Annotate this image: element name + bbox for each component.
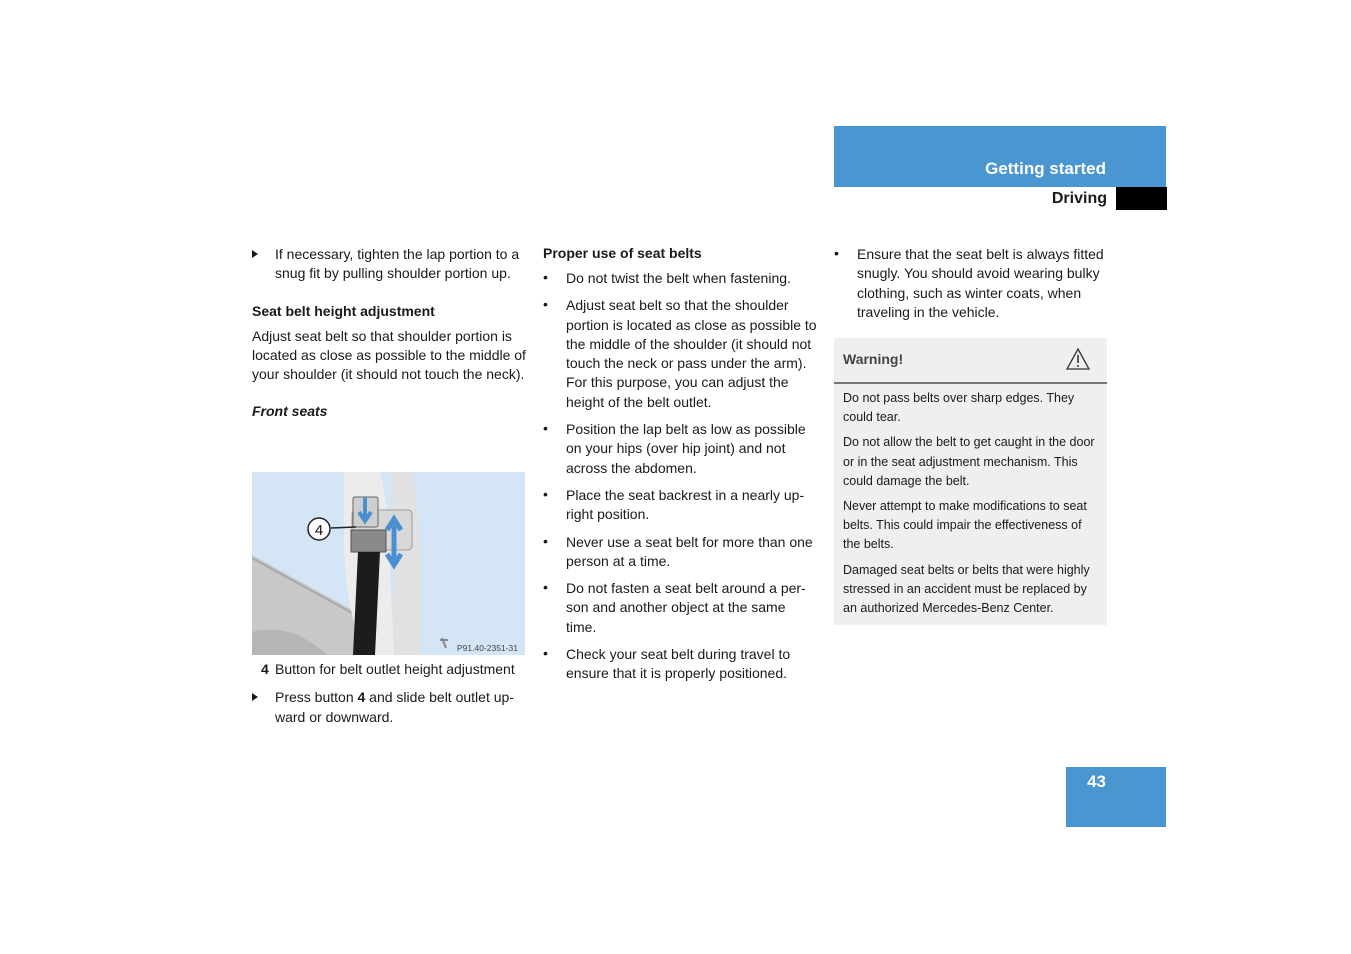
warning-header <box>834 338 1107 384</box>
figure-caption-heading: Front seats <box>252 403 328 420</box>
legend-number: 4 <box>261 661 269 677</box>
warning-body <box>834 384 1107 618</box>
warning-paragraph: Do not pass belts over sharp edges. They could tear. <box>843 391 1075 425</box>
section-title: Getting started <box>985 159 1106 178</box>
bullet-dot-icon: • <box>543 420 548 437</box>
bullet-text: Position the lap belt as low as possible on your hips (over hip joint) and not across the abdomen. <box>566 421 806 476</box>
bullet-text: Do not fasten a seat belt around a person and another object at the same time. <box>566 580 806 635</box>
instruction-step <box>252 245 527 284</box>
legend-text: Button for belt outlet height adjustment <box>275 661 515 677</box>
bullet-text: Adjust seat belt so that the shoulder portion is located as close as possible to the middle of the shoulder (it should not touch the neck or pass under the arm). For this purpose, you can adjust the height of the belt outlet. <box>566 297 817 410</box>
page-number-tab <box>1066 767 1166 827</box>
bullet-dot-icon: • <box>543 269 548 285</box>
bullet-text: Ensure that the seat belt is always fitted snugly. You should avoid wearing bulky clothing, such as winter coats, when traveling in the vehicle. <box>857 246 1104 320</box>
warning-title: Warning! <box>843 351 904 367</box>
subsection-title: Driving <box>1051 190 1107 207</box>
step-text-part: Press button <box>275 689 358 706</box>
bullet-dot-icon: • <box>543 296 548 313</box>
arrow-bullet-icon <box>252 693 258 701</box>
bullet-item <box>543 645 819 684</box>
figure-legend <box>252 660 527 727</box>
warning-paragraph: Never attempt to make modifications to seat belts. This could impair the effectiveness of the belts. <box>843 499 1087 552</box>
step-text-part: and slide belt outlet upward or downward. <box>275 689 514 725</box>
subsection-marker <box>1116 187 1167 210</box>
bullet-dot-icon: • <box>834 245 839 261</box>
seat-belt-illustration <box>252 472 525 655</box>
warning-paragraph: Damaged seat belts or belts that were highly stressed in an accident must be replaced by an authorized Mercedes-Benz Center. <box>843 562 1090 616</box>
paragraph: Adjust seat belt so that shoulder portion is located as close as possible to the middle of your shoulder (it should not touch the neck). <box>252 327 526 383</box>
bullet-text: Do not twist the belt when fastening. <box>566 270 791 286</box>
seat-belt-figure <box>252 472 525 655</box>
instruction-step <box>252 688 527 727</box>
bullet-item <box>543 486 819 525</box>
page-number: 43 <box>1087 772 1106 791</box>
bullet-item <box>543 296 819 412</box>
bullet-dot-icon: • <box>543 579 548 596</box>
callout-number: 4 <box>314 522 324 539</box>
column-2 <box>543 245 819 684</box>
step-text: If necessary, tighten the lap portion to a snug fit by pulling shoulder portion up. <box>275 246 520 282</box>
bullet-dot-icon: • <box>543 532 548 549</box>
bullet-text: Check your seat belt during travel to ensure that it is properly positioned. <box>566 646 791 682</box>
bullet-text: Never use a seat belt for more than one person at a time. <box>566 533 813 569</box>
step-button-number: 4 <box>357 689 366 706</box>
section-header-bar <box>834 126 1166 187</box>
arrow-bullet-icon <box>252 250 258 258</box>
bullet-item <box>543 579 819 637</box>
column-1 <box>252 245 527 419</box>
bullet-dot-icon: • <box>543 485 548 502</box>
section-heading: Seat belt height adjustment <box>252 302 435 319</box>
bullet-dot-icon: • <box>543 645 548 662</box>
section-heading: Proper use of seat belts <box>543 245 702 261</box>
figure-code: P91.40-2351-31 <box>457 643 518 653</box>
warning-triangle-icon <box>1065 347 1091 371</box>
bullet-item <box>543 269 819 288</box>
bullet-item <box>543 533 819 572</box>
column-3 <box>834 245 1107 322</box>
bullet-item <box>834 245 1107 322</box>
bullet-item <box>543 420 819 478</box>
warning-box <box>834 338 1107 625</box>
bullet-text: Place the seat backrest in a nearly upright position. <box>566 486 805 523</box>
warning-paragraph: Do not allow the belt to get caught in the door or in the seat adjustment mechanism. This could damage the belt. <box>843 435 1095 488</box>
